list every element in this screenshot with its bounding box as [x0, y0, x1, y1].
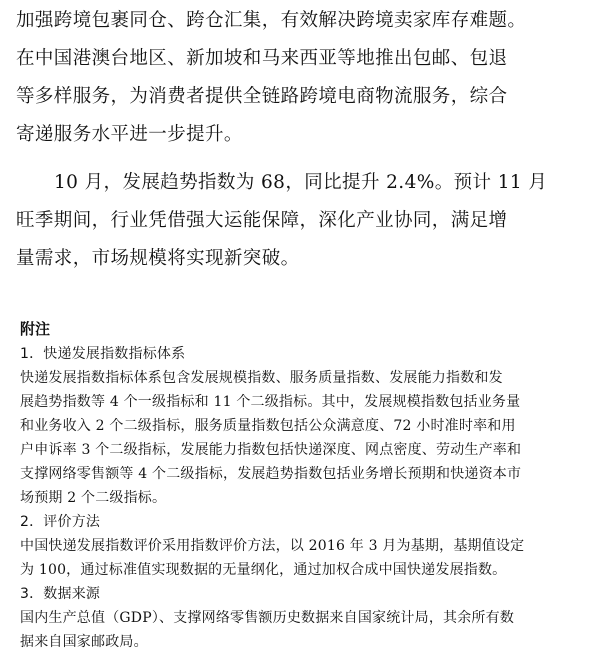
notes-line: 为 100，通过标准值实现数据的无量纲化，通过加权合成中国快递发展指数。	[20, 562, 507, 578]
paragraph-line: 寄递服务水平进一步提升。	[16, 124, 243, 145]
paragraph-line: 10 月，发展趋势指数为 68，同比提升 2.4%。预计 11 月	[54, 172, 548, 193]
notes-line: 支撑网络零售额等 4 个二级指标，发展趋势指数包括业务增长预期和快递资本市	[20, 466, 522, 482]
paragraph-line: 等多样服务，为消费者提供全链路跨境电商物流服务，综合	[16, 86, 508, 107]
notes-line: 户申诉率 3 个二级指标，发展能力指数包括快递深度、网点密度、劳动生产率和	[20, 442, 522, 458]
notes-line: 场预期 2 个二级指标。	[20, 490, 167, 506]
notes-section-heading: 2．评价方法	[20, 514, 101, 530]
notes-line: 和业务收入 2 个二级指标，服务质量指数包括公众满意度、72 小时准时率和用	[20, 418, 516, 434]
notes-line: 据来自国家邮政局。	[20, 634, 148, 650]
notes-section-heading: 1．快递发展指数指标体系	[20, 346, 186, 362]
notes-title: 附注	[20, 320, 51, 338]
paragraph-line: 在中国港澳台地区、新加坡和马来西亚等地推出包邮、包退	[16, 48, 508, 69]
notes-line: 快递发展指数指标体系包含发展规模指数、服务质量指数、发展能力指数和发	[20, 370, 503, 386]
notes-section-heading: 3．数据来源	[20, 586, 101, 602]
paragraph-logistics-service	[16, 2, 578, 154]
notes-line: 展趋势指数等 4 个一级指标和 11 个二级指标。其中，发展规模指数包括业务量	[20, 394, 521, 410]
paragraph-line: 量需求，市场规模将实现新突破。	[16, 248, 300, 269]
paragraph-line: 加强跨境包裹同仓、跨仓汇集，有效解决跨境卖家库存难题。	[16, 10, 527, 31]
notes-line: 国内生产总值（GDP）、支撑网络零售额历史数据来自国家统计局，其余所有数	[20, 610, 515, 626]
paragraph-line: 旺季期间，行业凭借强大运能保障，深化产业协同，满足增	[16, 210, 508, 231]
notes-line: 中国快递发展指数评价采用指数评价方法，以 2016 年 3 月为基期，基期值设定	[20, 538, 525, 554]
paragraph-trend-index	[16, 164, 578, 278]
